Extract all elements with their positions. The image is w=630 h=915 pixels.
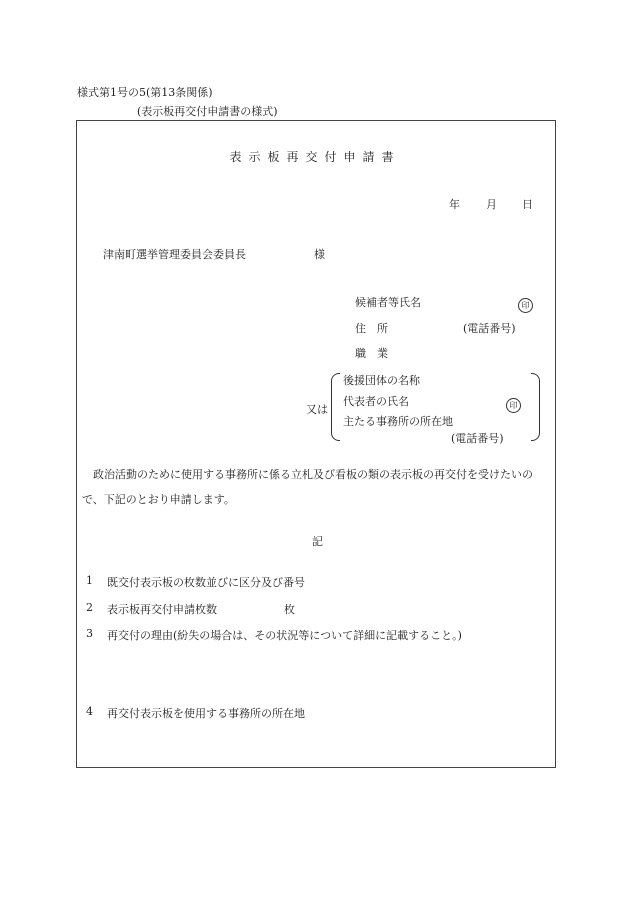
- item-1-text: 既交付表示板の枚数並びに区分及び番号: [107, 576, 305, 589]
- item-4-text: 再交付表示板を使用する事務所の所在地: [107, 707, 305, 720]
- addressee-name: 津南町選挙管理委員会委員長: [103, 248, 246, 261]
- item-4-number: 4: [86, 705, 93, 718]
- or-label: 又は: [306, 403, 328, 416]
- applicant-seal-text: 印: [518, 298, 533, 313]
- representative-label: 代表者の氏名: [343, 395, 409, 408]
- item-2-suffix: 枚: [284, 603, 295, 616]
- representative-seal-text: 印: [506, 398, 521, 413]
- document-title: 表示板再交付申請書: [229, 150, 401, 164]
- applicant-seal-icon: [518, 293, 533, 313]
- item-3-text: 再交付の理由(紛失の場合は、その状況等について詳細に記載すること。): [107, 629, 462, 642]
- office-label: 主たる事務所の所在地: [343, 415, 453, 428]
- brace-left: [331, 373, 340, 441]
- applicant-phone-label: (電話番号): [463, 322, 516, 335]
- date-day: 日: [522, 198, 533, 211]
- org-phone-label: (電話番号): [451, 432, 504, 445]
- application-statement: 政治活動のために使用する事務所に係る立札及び看板の類の表示板の再交付を受けたいので、下記のとおり申請します。: [82, 468, 533, 506]
- brace-right: [531, 373, 540, 441]
- applicant-name-label: 候補者等氏名: [355, 296, 421, 309]
- item-1-number: 1: [86, 574, 93, 587]
- org-name-label: 後援団体の名称: [343, 374, 420, 387]
- addressee-honorific: 様: [314, 248, 325, 261]
- form-number: 様式第1号の5(第13条関係): [77, 86, 213, 99]
- ki-heading: 記: [312, 535, 323, 548]
- applicant-occupation-label: 職 業: [355, 347, 388, 360]
- date-month: 月: [486, 198, 497, 211]
- item-2-number: 2: [86, 601, 93, 614]
- applicant-address-label: 住 所: [355, 322, 388, 335]
- item-3-number: 3: [86, 627, 93, 640]
- form-subtitle: (表示板再交付申請書の様式): [137, 105, 278, 118]
- date-year: 年: [449, 198, 460, 211]
- item-2-text: 表示板再交付申請枚数: [107, 603, 217, 616]
- representative-seal-icon: [506, 393, 521, 413]
